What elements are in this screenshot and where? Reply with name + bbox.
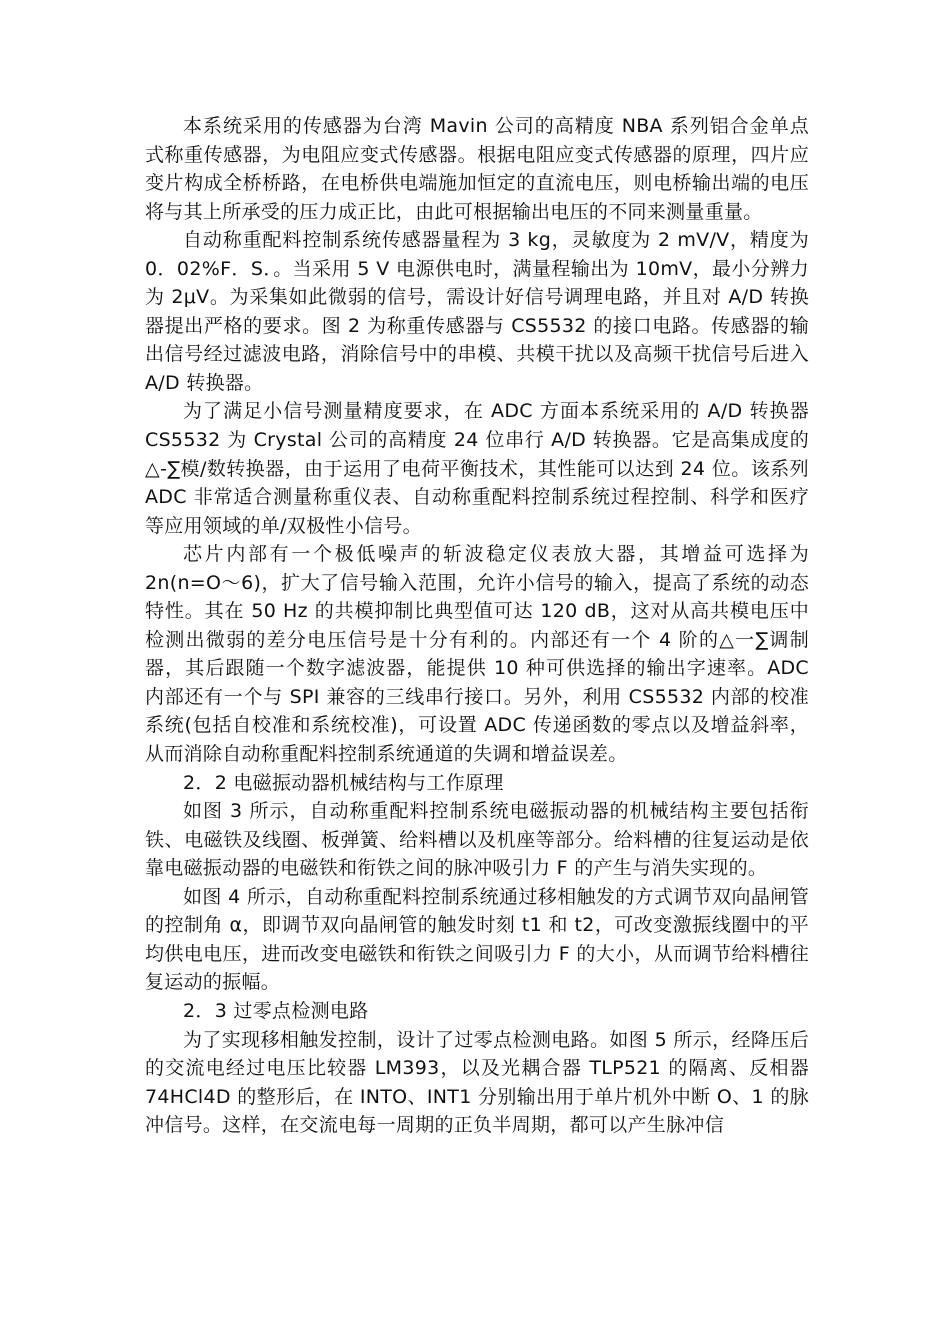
paragraph: 本系统采用的传感器为台湾 Mavin 公司的高精度 NBA 系列铝合金单点式称重传感器，为电阻应变式传感器。根据电阻应变式传感器的原理，四片应变片构成全桥桥路，在电桥供电端施加恒定的直流电压，则电桥输出端的电压将与其上所承受的压力成正比，由此可根据输出电压的不同来测量重量。 (145, 115, 809, 223)
paragraph: 为了满足小信号测量精度要求，在 ADC 方面本系统采用的 A/D 转换器 CS5532 为 Crystal 公司的高精度 24 位串行 A/D 转换器。它是高集成度的△-∑模/数转换器，由于运用了电荷平衡技术，其性能可以达到 24 位。该系列 ADC 非常适合测量称重仪表、自动称重配料控制系统过程控制、科学和医疗等应用领域的单/双极性小信号。 (145, 400, 809, 537)
section-heading: 2．2 电磁振动器机械结构与工作原理 (183, 771, 504, 794)
section-heading: 2．3 过零点检测电路 (183, 999, 369, 1022)
paragraph: 如图 3 所示，自动称重配料控制系统电磁振动器的机械结构主要包括衔铁、电磁铁及线圈、板弹簧、给料槽以及机座等部分。给料槽的往复运动是依靠电磁振动器的电磁铁和衔铁之间的脉冲吸引力 F 的产生与消失实现的。 (145, 800, 809, 880)
paragraph: 自动称重配料控制系统传感器量程为 3 kg，灵敏度为 2 mV/V，精度为 0．02%F．S．。当采用 5 V 电源供电时，满量程输出为 10mV，最小分辨力为 2μV。为采集如此微弱的信号，需设计好信号调理电路，并且对 A/D 转换器提出严格的要求。图 2 为称重传感器与 CS5532 的接口电路。传感器的输出信号经过滤波电路，消除信号中的串模、共模干扰以及高频干扰信号后进入 A/D 转换器。 (145, 229, 809, 394)
document-body (145, 112, 809, 1140)
paragraph: 芯片内部有一个极低噪声的斩波稳定仪表放大器，其增益可选择为 2n(n=O～6)，扩大了信号输入范围，允许小信号的输入，提高了系统的动态特性。其在 50 Hz 的共模抑制比典型值可达 120 dB，这对从高共模电压中检测出微弱的差分电压信号是十分有利的。内部还有一个 4 阶的△一∑调制器，其后跟随一个数字滤波器，能提供 10 种可供选择的输出字速率。ADC 内部还有一个与 SPI 兼容的三线串行接口。另外，利用 CS5532 内部的校准系统(包括自校准和系统校准)，可设置 ADC 传递函数的零点以及增益斜率，从而消除自动称重配料控制系统通道的失调和增益误差。 (145, 543, 809, 766)
paragraph: 如图 4 所示，自动称重配料控制系统通过移相触发的方式调节双向晶闸管的控制角 α，即调节双向晶闸管的触发时刻 t1 和 t2，可改变激振线圈中的平均供电电压，进而改变电磁铁和衔铁之间吸引力 F 的大小，从而调节给料槽往复运动的振幅。 (145, 885, 809, 994)
paragraph: 为了实现移相触发控制，设计了过零点检测电路。如图 5 所示，经降压后的交流电经过电压比较器 LM393，以及光耦合器 TLP521 的隔离、反相器 74HCl4D 的整形后，在 INTO、INT1 分别输出用于单片机外中断 O、1 的脉冲信号。这样，在交流电每一周期的正负半周期，都可以产生脉冲信 (145, 1028, 809, 1137)
